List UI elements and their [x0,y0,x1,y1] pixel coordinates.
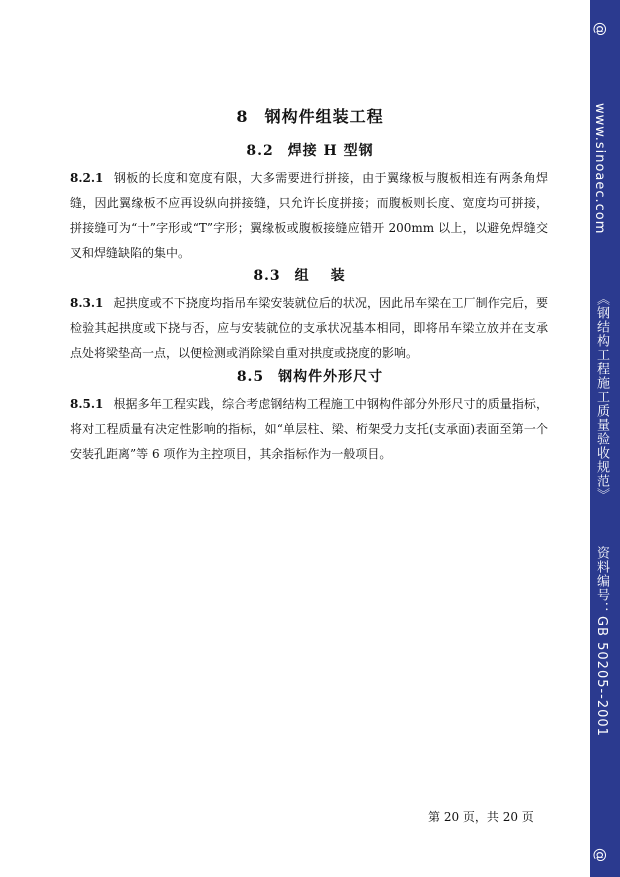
section-number: 8.2 [246,143,274,159]
section-title-8-2 [0,140,620,160]
clause-number: 8.5.1 [70,397,104,411]
section-number: 8.5 [236,369,265,385]
section-title-text: 钢构件外形尺寸 [278,369,384,385]
section-title-8-3 [0,265,620,285]
chapter-number: 8 [236,107,249,126]
at-symbol-bottom: @ [592,848,608,862]
book-title: 《钢结构工程施工质量验收规范》 [594,292,609,502]
chapter-title-text: 钢构件组装工程 [264,107,384,126]
paragraph-8-2-1 [70,166,548,266]
section-title-text: 组装 [294,268,367,284]
paragraph-8-5-1 [70,392,548,467]
section-number: 8.3 [253,268,281,284]
clause-number: 8.2.1 [70,171,104,185]
document-code: 资料编号：GB 50205--2001 [594,546,609,737]
section-title-text: 焊接 H 型钢 [287,143,374,159]
paragraph-text: 根据多年工程实践，综合考虑钢结构工程施工中钢构件部分外形尺寸的质量指标，将对工程质量有决定性影响的指标，如“单层柱、梁、桁架受力支托(支承面)表面至第一个安装孔距离”等 6 项作为主控项目，其余指标作为一般项目。 [70,397,548,461]
clause-number: 8.3.1 [70,296,104,310]
paragraph-text: 起拱度或不下挠度均指吊车梁安装就位后的状况，因此吊车梁在工厂制作完后，要检验其起拱度或下挠与否，应与安装就位的支承状况基本相同，即将吊车梁立放并在支承点处将梁垫高一点，以便检测或消除梁自重对拱度或挠度的影响。 [70,296,548,360]
page-footer: 第 20 页，共 20 页 [428,810,534,824]
paragraph-text: 钢板的长度和宽度有限，大多需要进行拼接，由于翼缘板与腹板相连有两条角焊缝，因此翼缘板不应再设纵向拼接缝，只允许长度拼接；而腹板则长度、宽度均可拼接，拼接缝可为“十”字形或“T”字形；翼缘板或腹板接缝应错开 200mm 以上，以避免焊缝交叉和焊缝缺陷的集中。 [70,171,548,260]
side-banner [590,0,620,877]
at-symbol-top: @ [592,22,608,36]
chapter-title [0,104,620,127]
website-link[interactable]: www.sinoaec.com [592,103,607,235]
paragraph-8-3-1 [70,291,548,366]
section-title-8-5 [0,366,620,386]
